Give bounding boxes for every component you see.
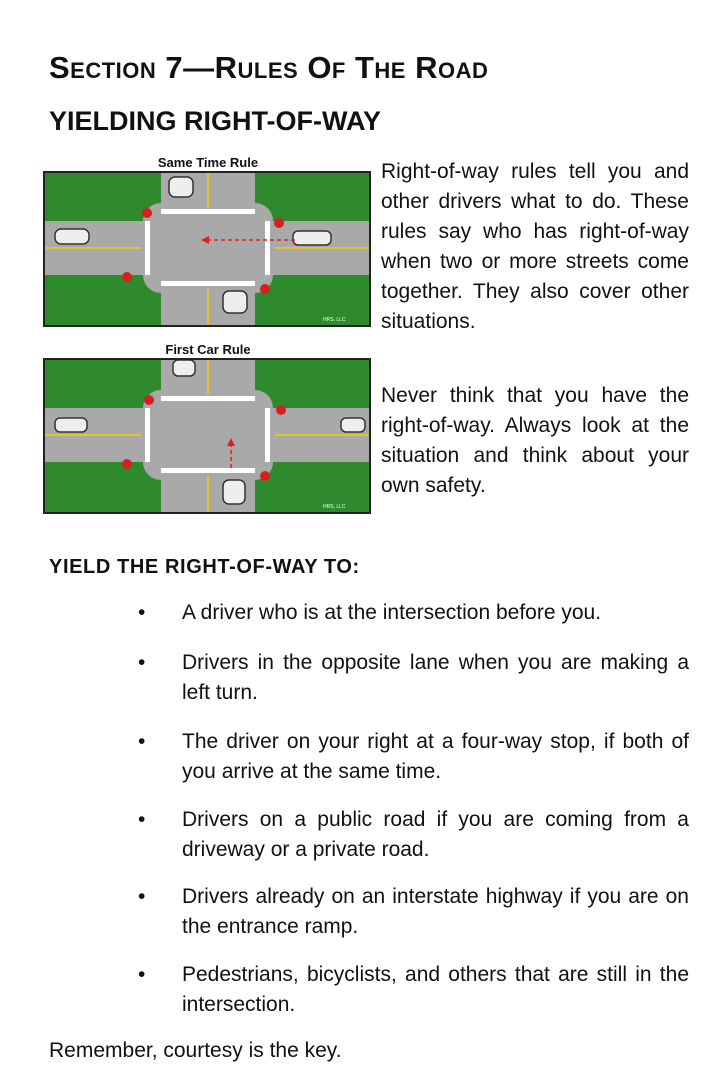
list-item-text: Drivers on a public road if you are coming from a driveway or a private road.: [182, 808, 689, 861]
intro-paragraph: Never think that you have the right-of-way. Always look at the situation and think about your own safety.: [381, 384, 689, 497]
bullet-icon: •: [138, 885, 146, 908]
bullet-icon: •: [138, 808, 146, 831]
figure-watermark: HRS, LLC: [323, 317, 346, 323]
figure-caption-first-car: First Car Rule: [165, 342, 251, 357]
list-item-text: Drivers already on an interstate highway if you are on the entrance ramp.: [182, 885, 689, 938]
page-title: Section 7—Rules Of The Road: [49, 50, 489, 85]
first-car-rule-diagram: [43, 358, 371, 514]
figure-watermark: HRS, LLC: [323, 504, 346, 510]
bullet-icon: •: [138, 963, 146, 986]
bullet-icon: •: [138, 601, 146, 624]
section-heading: YIELDING RIGHT-OF-WAY: [49, 106, 382, 136]
list-item-text: Drivers in the opposite lane when you are making a left turn.: [182, 651, 689, 704]
list-item-text: The driver on your right at a four-way stop, if both of you arrive at the same time.: [182, 730, 689, 783]
intro-paragraph: Right-of-way rules tell you and other drivers what to do. These rules say who has right-of-way when two or more streets come together. They also cover other situations.: [381, 160, 689, 333]
bullet-icon: •: [138, 730, 146, 753]
closing-line: Remember, courtesy is the key.: [49, 1039, 342, 1062]
yield-heading: YIELD THE RIGHT-OF-WAY TO:: [49, 556, 360, 578]
list-item-text: A driver who is at the intersection before you.: [182, 601, 602, 624]
bullet-icon: •: [138, 651, 146, 674]
list-item-text: Pedestrians, bicyclists, and others that are still in the intersection.: [182, 963, 689, 1016]
same-time-rule-diagram: [43, 171, 371, 327]
figure-caption-same-time: Same Time Rule: [157, 155, 259, 170]
